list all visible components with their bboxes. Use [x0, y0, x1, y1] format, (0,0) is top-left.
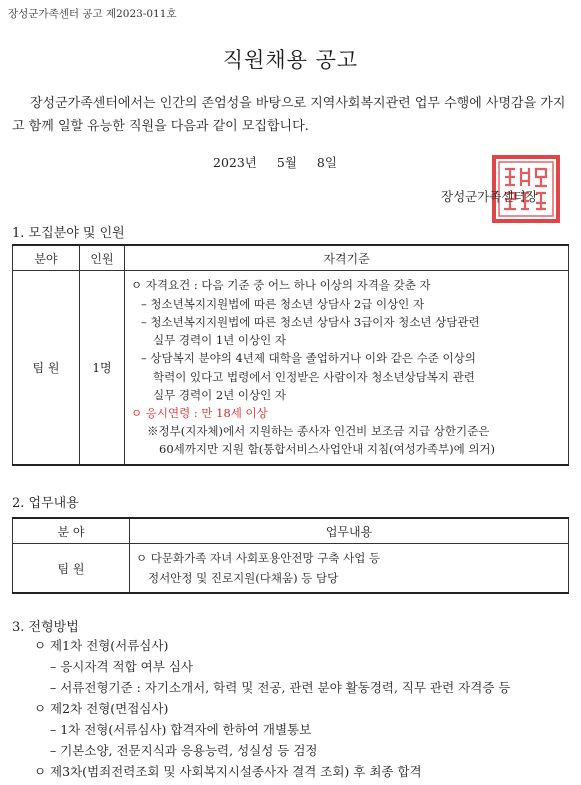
- section-3-heading: 3. 전형방법: [12, 620, 79, 635]
- duty-item: ㅇ 다문화가족 자녀 사회포용안전망 구축 사업 등: [136, 551, 381, 565]
- selection-step-1: ㅇ 제1차 전형(서류심사): [34, 638, 169, 653]
- criteria-note: 60세까지만 지원 함(통합서비스사업안내 지침(여성가족부)에 의거): [159, 442, 496, 457]
- criteria-requirement-title: ㅇ 자격요건 : 다음 기준 중 어느 하나 이상의 자격을 갖춘 자: [131, 278, 431, 293]
- table-header-row: [13, 245, 569, 271]
- selection-step-item: – 1차 전형(서류심사) 합격자에 한하여 개별통보: [50, 722, 312, 737]
- selection-step-3: ㅇ 제3차(범죄전력조회 및 사회복지시설종사자 결격 조회) 후 최종 합격: [34, 764, 422, 779]
- criteria-item: – 상담복지 분야의 4년제 대학을 졸업하거나 이와 같은 수준 이상의: [141, 351, 476, 366]
- duty-table: [12, 517, 569, 594]
- field-cell: 팀 원: [13, 271, 80, 466]
- criteria-item: 학력이 있다고 법령에서 인정받은 사람이자 청소년상담복지 관련: [153, 369, 475, 384]
- criteria-item: – 청소년복지지원법에 따른 청소년 상담사 2급 이상인 자: [141, 296, 425, 311]
- criteria-item: – 청소년복지지원법에 따른 청소년 상담사 3급이자 청소년 상담관련: [141, 314, 480, 329]
- table-row: [13, 271, 569, 466]
- column-header: 인원: [80, 245, 125, 271]
- notice-number: 장성군가족센터 공고 제2023-011호: [8, 8, 177, 20]
- recruitment-table: [12, 244, 569, 466]
- field-cell: 팀 원: [13, 544, 130, 594]
- section-1-heading: 1. 모집분야 및 인원: [12, 226, 125, 241]
- criteria-item: 실무 경력이 1년 이상인 자: [153, 333, 287, 348]
- criteria-cell: [125, 271, 569, 466]
- column-header: 업무내용: [130, 518, 569, 544]
- section-2-heading: 2. 업무내용: [12, 496, 79, 511]
- age-requirement: ㅇ 응시연령 : 만 18세 이상: [131, 405, 268, 420]
- selection-step-2: ㅇ 제2차 전형(면접심사): [34, 701, 169, 716]
- selection-step-item: – 응시자격 적합 여부 심사: [50, 659, 193, 674]
- selection-step-item: – 서류전형기준 : 자기소개서, 학력 및 전공, 관련 분야 활동경력, 직무 관련 자격증 등: [50, 680, 511, 695]
- selection-step-item: – 기본소양, 전문지식과 응용능력, 성실성 등 검정: [50, 743, 318, 758]
- column-header: 자격기준: [125, 245, 569, 271]
- table-header-row: [13, 518, 569, 544]
- duty-cell: [130, 544, 569, 594]
- column-header: 분야: [13, 245, 80, 271]
- page-title: 직원채용 공고: [222, 48, 359, 72]
- criteria-item: 실무 경력이 2년 이상인 자: [153, 387, 287, 402]
- table-row: [13, 544, 569, 594]
- duty-item: 정서안정 및 진로지원(다채움) 등 담당: [148, 571, 339, 585]
- column-header: 분 야: [13, 518, 130, 544]
- count-cell: 1명: [80, 271, 125, 466]
- notice-date: 2023년 5월 8일: [213, 155, 337, 170]
- intro-paragraph: 장성군가족센터에서는 인간의 존엄성을 바탕으로 지역사회복지관련 업무 수행에 사명감을 가지고 함께 일할 유능한 직원을 다음과 같이 모집합니다.: [12, 96, 566, 134]
- criteria-note: ※정부(지자체)에서 지원하는 종사자 인건비 보조금 지급 상한기준은: [147, 424, 490, 439]
- organization-name: 장성군가족센터장: [441, 189, 538, 204]
